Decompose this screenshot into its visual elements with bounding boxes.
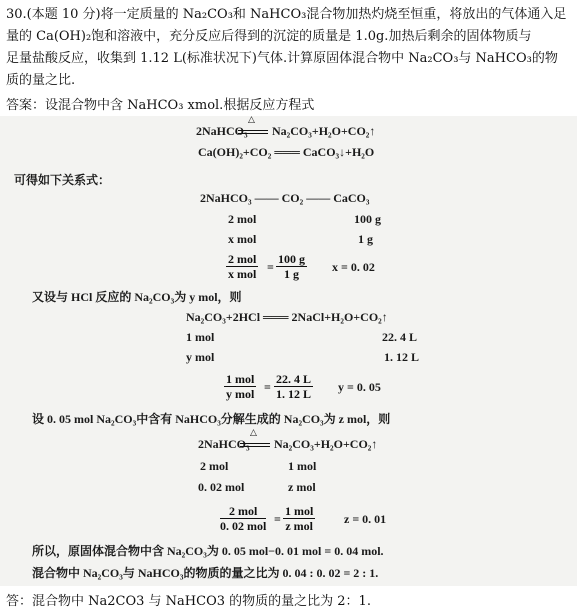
ratio-b5: 1 mol [288, 459, 317, 473]
fraction-2b-num: 22. 4 L [276, 372, 312, 386]
fraction-3a-den: 0. 02 mol [220, 519, 267, 533]
eq1-left: 2NaHCO₃ [196, 124, 248, 138]
equals-1: = [267, 260, 274, 274]
fraction-1b [276, 252, 307, 281]
fraction-2b-den: 1. 12 L [276, 387, 312, 401]
ratio-a6: 0. 02 mol [198, 480, 245, 494]
ratio-a4: y mol [186, 350, 215, 364]
fraction-3b [283, 504, 315, 533]
question-line-4: 质的量之比. [6, 73, 76, 88]
ratio-b3: 22. 4 L [382, 330, 418, 344]
fraction-1a [226, 252, 258, 281]
fraction-1a-den: x mol [228, 267, 257, 281]
eq4-right: Na₂CO₃+H₂O+CO₂↑ [274, 437, 378, 451]
eq3: Na₂CO₃+2HCl ═══ 2NaCl+H₂O+CO₂↑ [186, 310, 388, 324]
fraction-1b-den: 1 g [284, 267, 299, 281]
fraction-2a-den: y mol [226, 387, 255, 401]
z-intro: 设 0. 05 mol Na₂CO₃中含有 NaHCO₃分解生成的 Na₂CO₃为 z mol，则 [32, 412, 391, 426]
ratio-a2: x mol [228, 232, 257, 246]
equals-3: = [274, 512, 281, 526]
heat-symbol-2: △ [250, 428, 257, 438]
question-text [6, 4, 572, 92]
eq4-arrow [240, 443, 270, 447]
final-answer: 答：混合物中 Na2CO3 与 NaHCO3 的物质的量之比为 2：1. [6, 594, 371, 609]
fraction-3b-num: 1 mol [285, 504, 314, 518]
fraction-3a-num: 2 mol [220, 504, 266, 519]
scanned-solution [0, 116, 577, 586]
ratio-b1: 100 g [354, 212, 381, 226]
question-line-1: 30.(本题 10 分)将一定质量的 Na₂CO₃和 NaHCO₃混合物加热灼烧至恒重，将放出的气体通入足 [6, 7, 567, 22]
relation-intro: 可得如下关系式： [14, 173, 111, 187]
ratio-a1: 2 mol [228, 212, 257, 226]
fraction-2a-num: 1 mol [226, 372, 255, 386]
conclusion-1: 所以，原固体混合物中含 Na₂CO₃为 0. 05 mol−0. 01 mol = 0. 04 mol. [32, 544, 384, 558]
equals-2: = [264, 380, 271, 394]
ratio-b2: 1 g [358, 232, 373, 246]
result-x: x = 0. 02 [332, 260, 375, 274]
fraction-1b-num: 100 g [278, 252, 305, 266]
result-z: z = 0. 01 [344, 512, 387, 526]
ratio-a5: 2 mol [200, 459, 229, 473]
fraction-3a [220, 504, 266, 533]
question-line-3: 足量盐酸反应，收集到 1.12 L(标准状况下)气体.计算原固体混合物中 Na₂CO₃与 NaHCO₃的物 [6, 51, 558, 66]
fraction-3b-den: z mol [285, 519, 313, 533]
ratio-b4: 1. 12 L [384, 350, 420, 364]
answer-heading: 答案：设混合物中含 NaHCO₃ xmol.根据反应方程式 [6, 98, 315, 113]
eq2: Ca(OH)₂+CO₂ ═══ CaCO₃↓+H₂O [198, 145, 375, 159]
ratio-b6: z mol [288, 480, 316, 494]
result-y: y = 0. 05 [338, 380, 381, 394]
eq1-arrow [238, 130, 268, 134]
conclusion-2: 混合物中 Na₂CO₃与 NaHCO₃的物质的量之比为 0. 04 : 0. 02 = 2 : 1. [32, 566, 379, 580]
relation-chain: 2NaHCO₃ —— CO₂ —— CaCO₃ [200, 191, 370, 205]
fraction-1a-num: 2 mol [228, 252, 257, 266]
eq1-right: Na₂CO₃+H₂O+CO₂↑ [272, 124, 376, 138]
eq4-left: 2NaHCO₃ [198, 437, 250, 451]
hcl-intro: 又设与 HCl 反应的 Na₂CO₃为 y mol，则 [32, 290, 242, 304]
ratio-a3: 1 mol [186, 330, 215, 344]
heat-symbol: △ [248, 115, 255, 125]
fraction-2a [224, 372, 256, 401]
question-line-2: 量的 Ca(OH)₂饱和溶液中，充分反应后得到的沉淀的质量是 1.0g.加热后剩余的固体物质与 [6, 29, 532, 44]
fraction-2b [274, 372, 313, 401]
